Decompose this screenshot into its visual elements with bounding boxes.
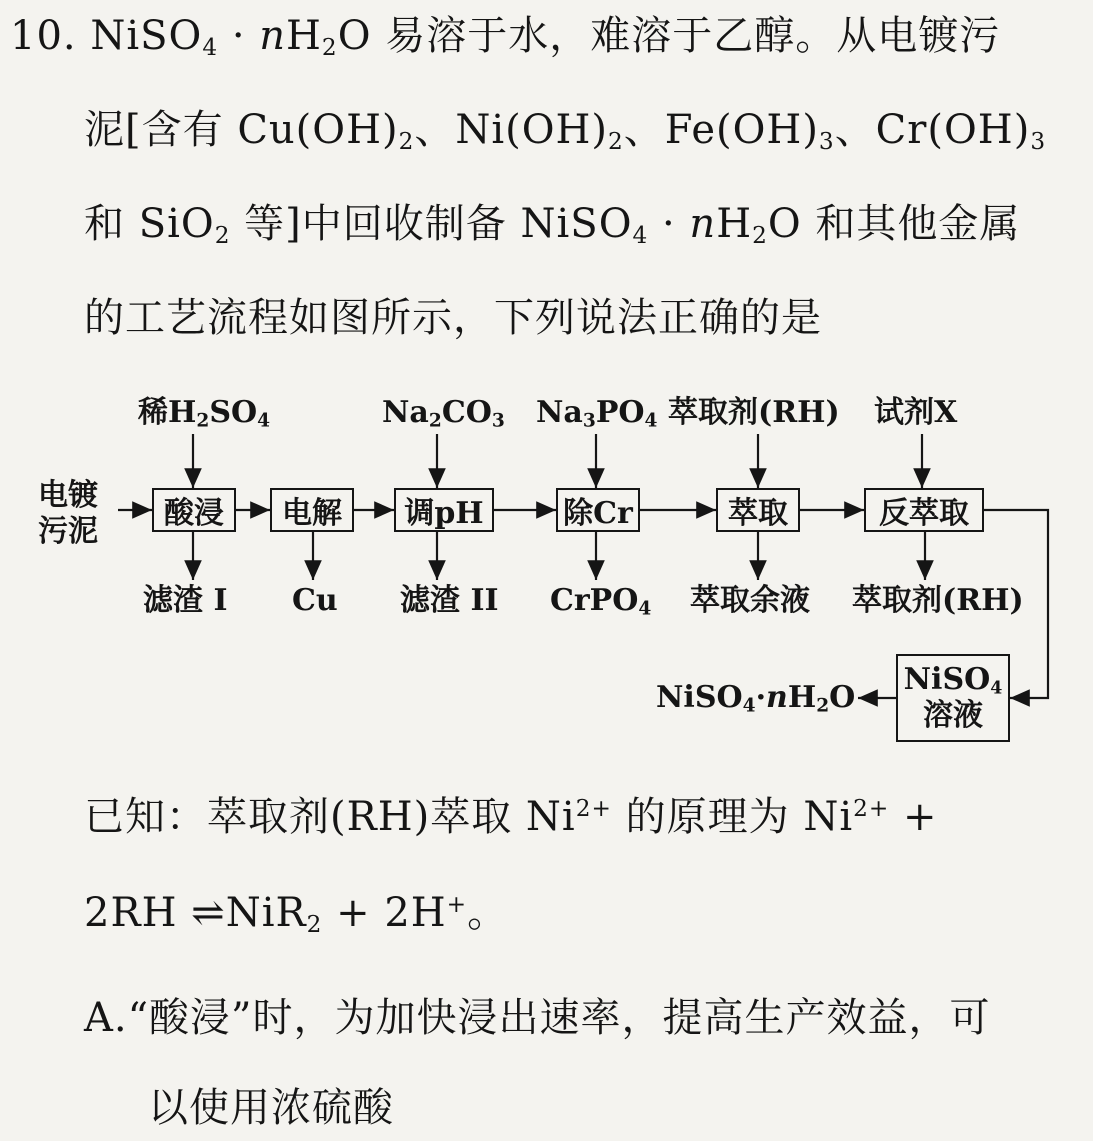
question-line-2: 泥[含有 $Cu(OH)_2$、$Ni(OH)_2$、$Fe(OH)_3$、$Cr(OH)_3$ — [84, 107, 1047, 155]
step-extraction: 萃取 — [716, 488, 800, 532]
equilibrium-arrow: ⇌ — [191, 890, 226, 936]
step-remove-cr: 除Cr — [556, 488, 640, 532]
product-cu: Cu — [292, 583, 338, 618]
product-extractant-rh: 萃取剂(RH) — [852, 583, 1024, 618]
final-product: $NiSO_4\cdot nH_2O$ — [656, 680, 856, 717]
known-line-1: 已知：萃取剂(RH)萃取 $Ni^{2+}$ 的原理为 $Ni^{2+}$ + — [84, 794, 938, 840]
product-residue-1: 滤渣 I — [143, 583, 228, 618]
reagent-extractant-rh: 萃取剂(RH) — [668, 395, 840, 430]
product-raffinate: 萃取余液 — [690, 583, 810, 618]
reagent-na3po4: $Na_3PO_4$ — [536, 395, 658, 432]
question-line-4: 的工艺流程如图所示，下列说法正确的是 — [84, 295, 822, 341]
product-residue-2: 滤渣 II — [400, 583, 499, 618]
reagent-dilute-h2so4: 稀$H_2SO_4$ — [138, 395, 271, 432]
question-line-1: 10. NiSO$_4$ · $nH_2O$ 易溶于水，难溶于乙醇。从电镀污 — [10, 13, 1001, 61]
question-number: 10. — [10, 13, 77, 59]
question-line-3: 和 SiO$_2$ 等]中回收制备 NiSO$_4$ · $nH_2O$ 和其他金属 — [84, 201, 1021, 249]
step-acid-leach: 酸浸 — [152, 488, 236, 532]
step-back-extraction: 反萃取 — [864, 488, 984, 532]
reagent-x: 试剂X — [874, 395, 958, 430]
feed-label: 电镀 污泥 — [38, 478, 98, 549]
known-line-2: 2RH ⇌NiR$_2$ + 2H+。 — [84, 890, 509, 938]
process-flowchart — [0, 370, 1093, 765]
reagent-na2co3: $Na_2CO_3$ — [382, 395, 505, 432]
step-electrolysis: 电解 — [270, 488, 354, 532]
option-a-line-1: A.“酸浸”时，为加快浸出速率，提高生产效益，可 — [84, 995, 991, 1041]
product-crpo4: CrPO$_4$ — [550, 583, 652, 620]
option-a-line-2: 以使用浓硫酸 — [148, 1085, 394, 1131]
niso4-solution-box: NiSO$_4$ 溶液 — [896, 654, 1010, 742]
step-adjust-ph: 调pH — [394, 488, 494, 532]
